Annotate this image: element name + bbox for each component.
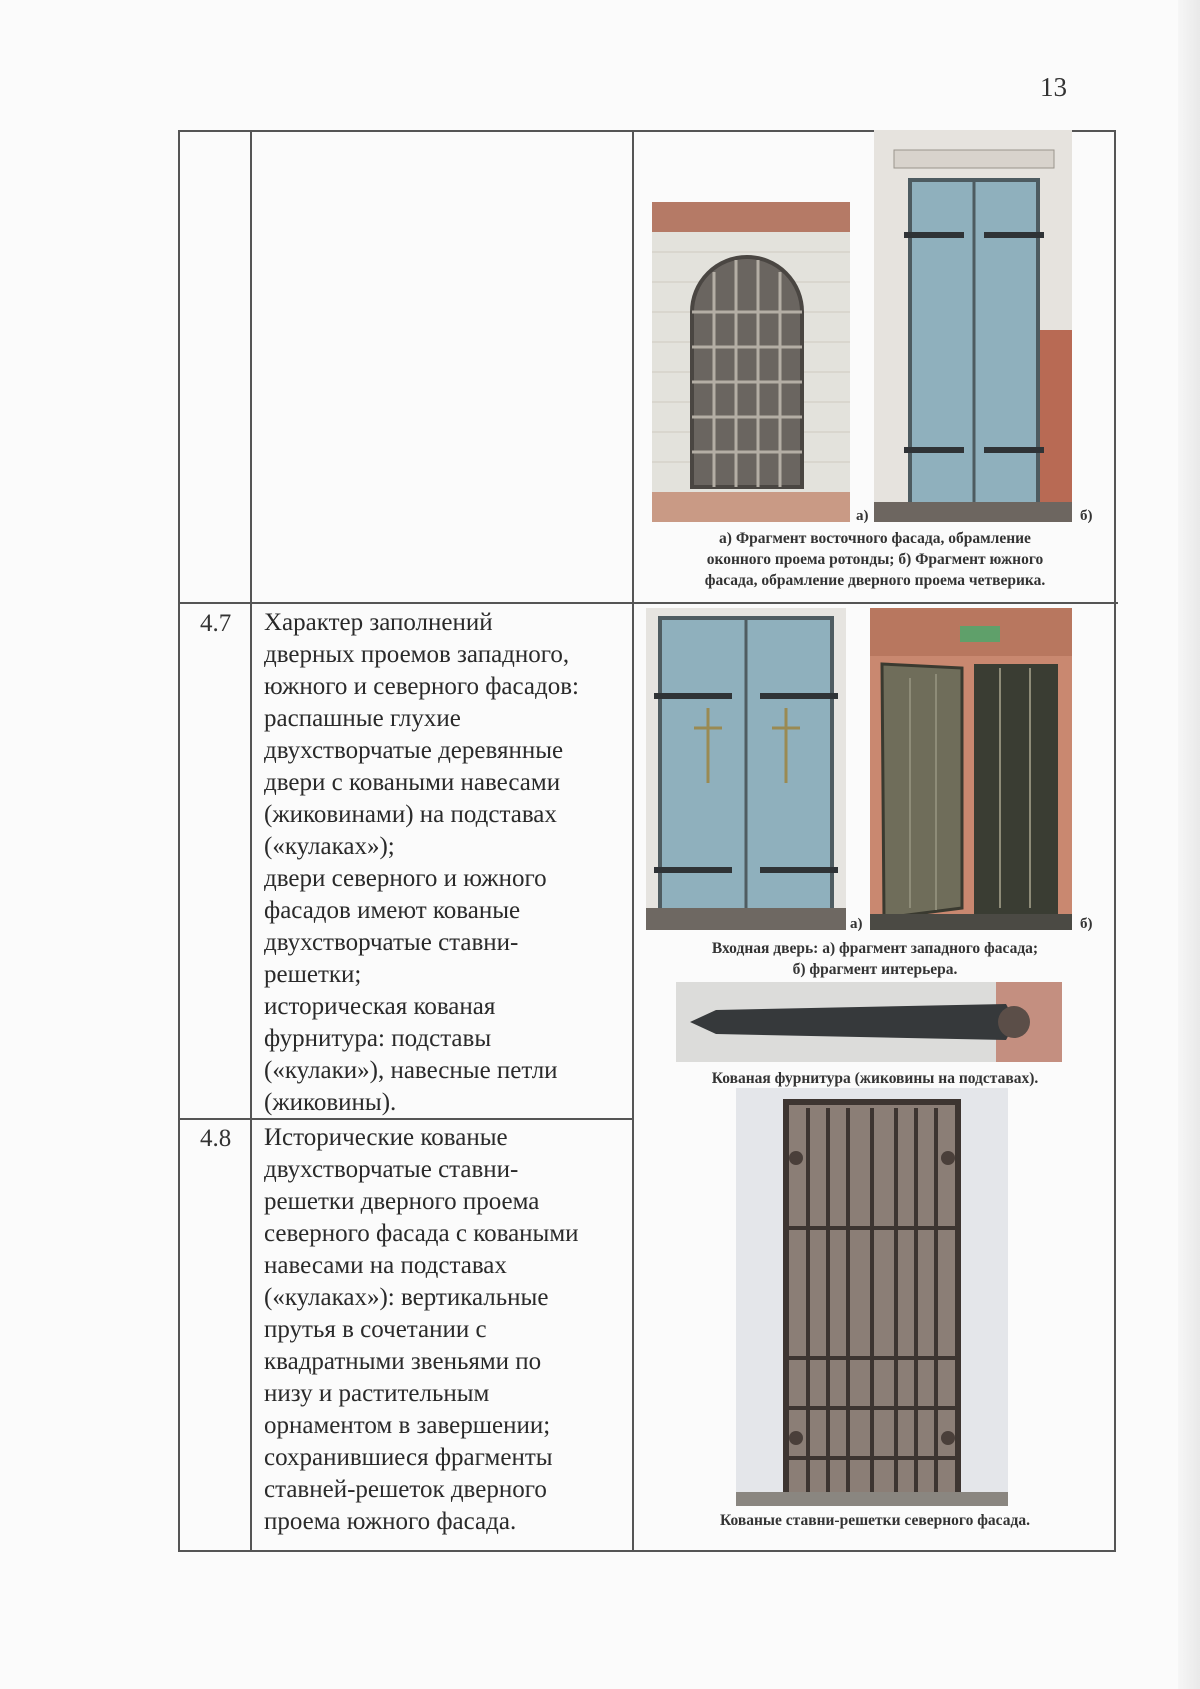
row-description-4-8: Исторические кованые двухстворчатые ставни- решетки дверного проема северного фасада с коваными навесами на подставах («кулаках»): вертикальные прутья в сочетании с квадратными звеньями по низу и растительным орнаментом в завершении; сохранившиеся фрагменты ставней-решеток дверного проема южного фасада. <box>264 1124 579 1535</box>
heritage-table <box>178 130 1116 1552</box>
row-number-4-7: 4.7 <box>200 610 232 637</box>
photo-open-wooden-door <box>870 608 1072 930</box>
caption-row-1: а) Фрагмент восточного фасада, обрамление оконного проема ротонды; б) Фрагмент южного фасада, обрамление дверного проема четверика. <box>704 530 1046 589</box>
photo-forged-hinge <box>676 982 1062 1062</box>
photo-label-b-2: б) <box>1080 916 1093 932</box>
photo-label-b: б) <box>1080 508 1093 524</box>
photo-arched-window <box>652 202 850 522</box>
row-number-4-8: 4.8 <box>200 1125 232 1152</box>
photo-blue-entrance-door <box>646 608 846 930</box>
photo-forged-grille-shutters <box>736 1088 1008 1506</box>
column-divider-2 <box>632 132 634 1550</box>
photo-label-a: а) <box>856 508 869 524</box>
column-divider-1 <box>250 132 252 1550</box>
page-edge-shadow <box>1178 0 1200 1689</box>
row-description-4-7: Характер заполнений дверных проемов западного, южного и северного фасадов: распашные глухие двухстворчатые деревянные двери с коваными навесами (жиковинами) на подставах («кулаках»); двери северного и южного фасадов имеют кованые двухстворчатые ставни- решетки; историческая кованая фурнитура: подставы («кулаки»), навесные петли (жиковины). <box>264 609 579 1116</box>
page-number: 13 <box>1040 72 1067 102</box>
caption-row-4-8: Кованые ставни-решетки северного фасада. <box>720 1512 1030 1529</box>
row-divider-1 <box>180 602 1118 604</box>
photo-label-a-2: а) <box>850 916 863 932</box>
photo-blue-door-south <box>874 130 1072 522</box>
caption-row-4-7: Входная дверь: а) фрагмент западного фасада; б) фрагмент интерьера. <box>711 940 1039 978</box>
caption-forged-hardware: Кованая фурнитура (жиковины на подставах). <box>711 1070 1039 1087</box>
